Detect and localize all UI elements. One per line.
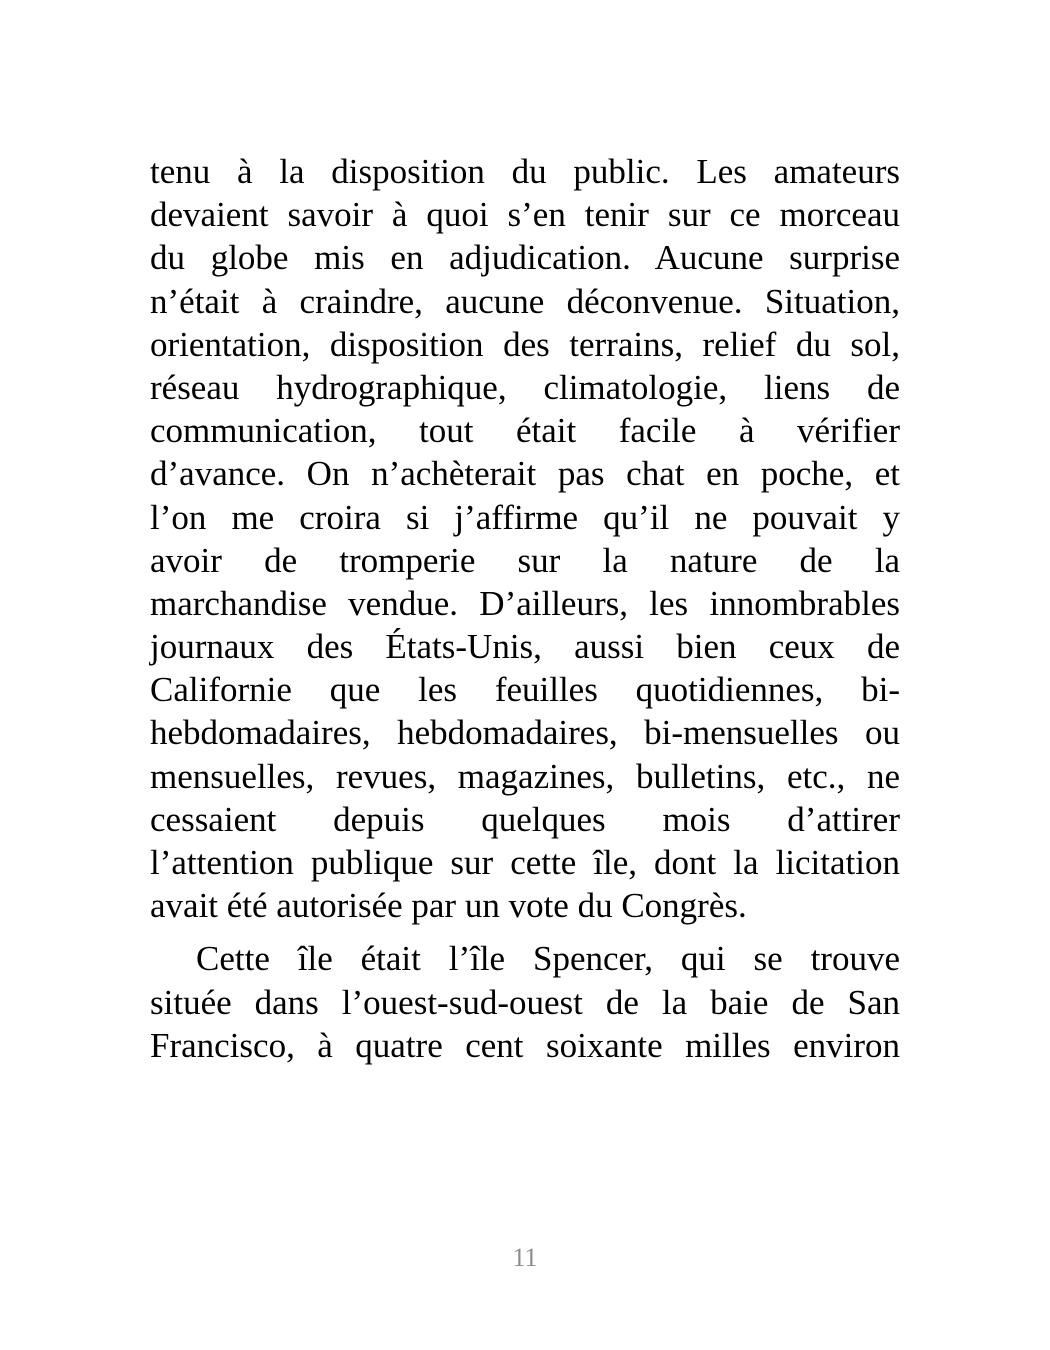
paragraph-1 xyxy=(150,150,900,927)
text-line: mensuelles, revues, magazines, bulletins, etc., ne xyxy=(150,756,900,796)
text-line: tenu à la disposition du public. Les amateurs xyxy=(150,152,900,191)
text-line: l’on me croira si j’affirme qu’il ne pouvait y xyxy=(150,497,900,537)
text-line: du globe mis en adjudication. Aucune surprise xyxy=(150,238,900,278)
text-line: hebdomadaires, hebdomadaires, bi-mensuelles ou xyxy=(150,713,900,753)
text-line: n’était à craindre, aucune déconvenue. Situation, xyxy=(150,281,900,321)
text-line: cessaient depuis quelques mois d’attirer xyxy=(150,799,900,839)
text-line: Francisco, à quatre cent soixante milles environ xyxy=(150,1025,900,1065)
text-line: devaient savoir à quoi s’en tenir sur ce morceau xyxy=(150,195,900,235)
paragraph-2 xyxy=(150,937,900,1067)
text-line: l’attention publique sur cette île, dont la licitation xyxy=(150,843,900,882)
page-number: 11 xyxy=(512,1243,538,1272)
text-line: journaux des États-Unis, aussi bien ceux de xyxy=(150,627,900,667)
text-line: située dans l’ouest-sud-ouest de la baie de San xyxy=(150,982,900,1022)
paragraph-gap xyxy=(150,927,900,937)
text-line: avait été autorisée par un vote du Congrès. xyxy=(150,886,747,926)
text-line: Cette île était l’île Spencer, qui se trouve xyxy=(196,939,900,979)
text-line: réseau hydrographique, climatologie, liens de xyxy=(150,367,900,407)
text-line: Californie que les feuilles quotidiennes, bi- xyxy=(150,670,900,710)
page-body xyxy=(150,150,900,1067)
text-line: communication, tout était facile à vérifier xyxy=(150,411,900,451)
text-line: orientation, disposition des terrains, relief du sol, xyxy=(150,324,900,364)
text-line: marchandise vendue. D’ailleurs, les innombrables xyxy=(150,583,900,623)
text-line: avoir de tromperie sur la nature de la xyxy=(150,540,900,580)
text-line: d’avance. On n’achèterait pas chat en poche, et xyxy=(150,454,900,494)
